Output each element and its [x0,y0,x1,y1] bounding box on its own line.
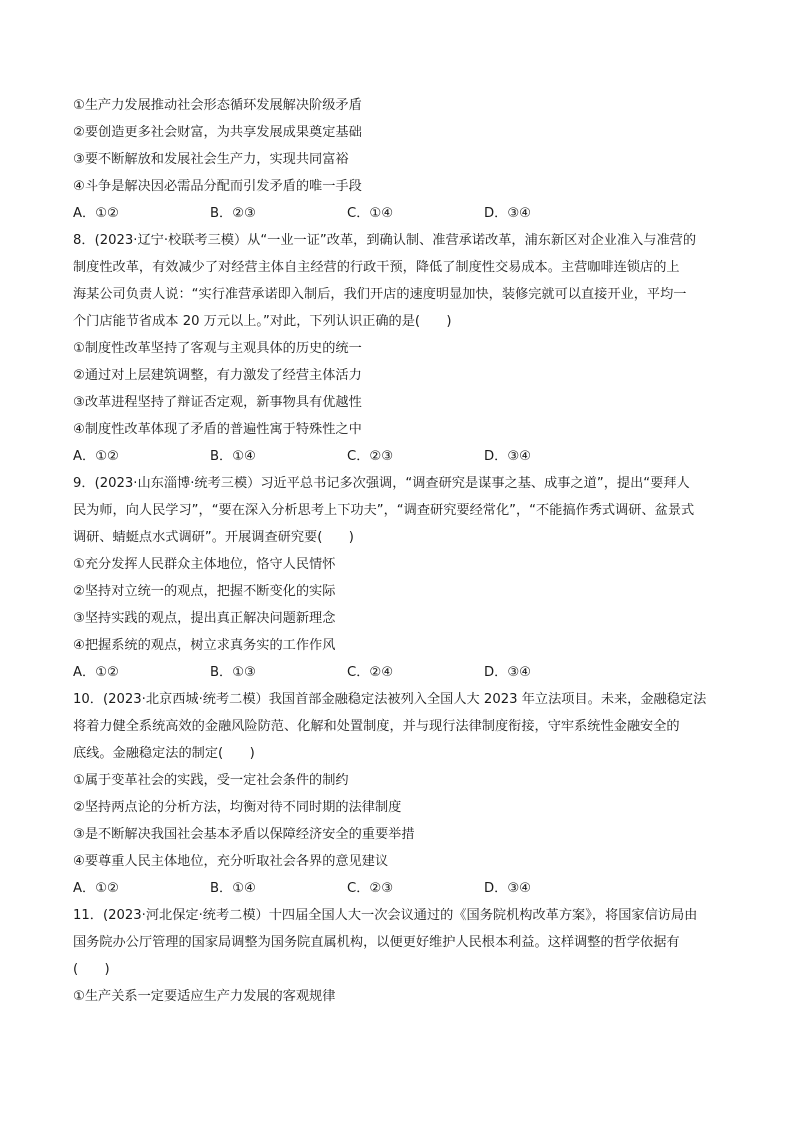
question-block [73,902,723,1010]
statement-item: ②坚持两点论的分析方法，均衡对待不同时期的法律制度 [73,800,402,815]
question-stem-line: 民为师，向人民学习”，“要在深入分析思考上下功夫”，“调查研究要经常化”，“不能搞作秀式调研、盆景式 [73,503,695,518]
question-stem-line: 个门店能节省成本 20 万元以上。”对此，下列认识正确的是( ) [73,314,452,329]
answer-option[interactable]: B．①④ [210,449,256,464]
answer-option[interactable]: A．①② [73,881,119,896]
statement-item: ④斗争是解决因必需品分配而引发矛盾的唯一手段 [73,179,362,194]
answer-option[interactable]: B．①④ [210,881,256,896]
question-block [73,227,723,470]
question-stem-line: 底线。金融稳定法的制定( ) [73,746,255,761]
answer-option[interactable]: D．③④ [484,665,531,680]
statement-item: ③改革进程坚持了辩证否定观，新事物具有优越性 [73,395,362,410]
question-stem-line: 11．(2023·河北保定·统考二模）十四届全国人大一次会议通过的《国务院机构改革方案》，将国家信访局由 [73,908,698,923]
question-stem-line: 将着力健全系统高效的金融风险防范、化解和处置制度，并与现行法律制度衔接，守牢系统性金融安全的 [73,719,680,734]
answer-options [73,200,723,227]
statement-item: ④要尊重人民主体地位，充分听取社会各界的意见建议 [73,854,389,869]
statement-item: ①生产关系一定要适应生产力发展的客观规律 [73,989,336,1004]
answer-option[interactable]: D．③④ [484,449,531,464]
question-stem-line: 制度性改革，有效减少了对经营主体自主经营的行政干预，降低了制度性交易成本。主营咖啡连锁店的上 [73,260,680,275]
document-page [73,92,723,1010]
statement-item: ①制度性改革坚持了客观与主观具体的历史的统一 [73,341,362,356]
question-stem-line: 海某公司负责人说：“实行准营承诺即入制后，我们开店的速度明显加快，装修完就可以直接开业，平均一 [73,287,687,302]
answer-option[interactable]: A．①② [73,665,119,680]
question-block [73,470,723,686]
statement-item: ③是不断解决我国社会基本矛盾以保障经济安全的重要举措 [73,827,415,842]
answer-option[interactable]: C．①④ [347,206,394,221]
question-stem-line: ( ) [73,962,110,977]
question-block [73,686,723,902]
statement-item: ③坚持实践的观点，提出真正解决问题新理念 [73,611,336,626]
question-stem-line: 8．(2023·辽宁·校联考三模）从“一业一证”改革，到确认制、准营承诺改革，浦东新区对企业准入与准营的 [73,233,697,248]
question-block [73,92,723,227]
question-stem-line: 9．(2023·山东淄博·统考三模）习近平总书记多次强调，“调查研究是谋事之基、成事之道”，提出“要拜人 [73,476,690,491]
statement-item: ④制度性改革体现了矛盾的普遍性寓于特殊性之中 [73,422,362,437]
answer-option[interactable]: D．③④ [484,206,531,221]
answer-option[interactable]: D．③④ [484,881,531,896]
answer-option[interactable]: C．②③ [347,881,394,896]
statement-item: ③要不断解放和发展社会生产力，实现共同富裕 [73,152,349,167]
answer-option[interactable]: C．②④ [347,665,394,680]
answer-option[interactable]: B．②③ [210,206,256,221]
answer-option[interactable]: A．①② [73,206,119,221]
answer-option[interactable]: A．①② [73,449,119,464]
statement-item: ②要创造更多社会财富，为共享发展成果奠定基础 [73,125,362,140]
answer-options [73,875,723,902]
statement-item: ④把握系统的观点，树立求真务实的工作作风 [73,638,336,653]
answer-options [73,443,723,470]
answer-option[interactable]: B．①③ [210,665,256,680]
question-stem-line: 国务院办公厅管理的国家局调整为国务院直属机构，以便更好维护人民根本利益。这样调整的哲学依据有 [73,935,680,950]
statement-item: ①充分发挥人民群众主体地位，恪守人民情怀 [73,557,336,572]
statement-item: ①属于变革社会的实践，受一定社会条件的制约 [73,773,349,788]
statement-item: ①生产力发展推动社会形态循环发展解决阶级矛盾 [73,98,362,113]
statement-item: ②通过对上层建筑调整，有力激发了经营主体活力 [73,368,362,383]
answer-option[interactable]: C．②③ [347,449,394,464]
question-stem-line: 10．(2023·北京西城·统考二模）我国首部金融稳定法被列入全国人大 2023 年立法项目。未来，金融稳定法 [73,692,707,707]
statement-item: ②坚持对立统一的观点，把握不断变化的实际 [73,584,336,599]
question-stem-line: 调研、蜻蜓点水式调研”。开展调查研究要( ) [73,530,354,545]
answer-options [73,659,723,686]
